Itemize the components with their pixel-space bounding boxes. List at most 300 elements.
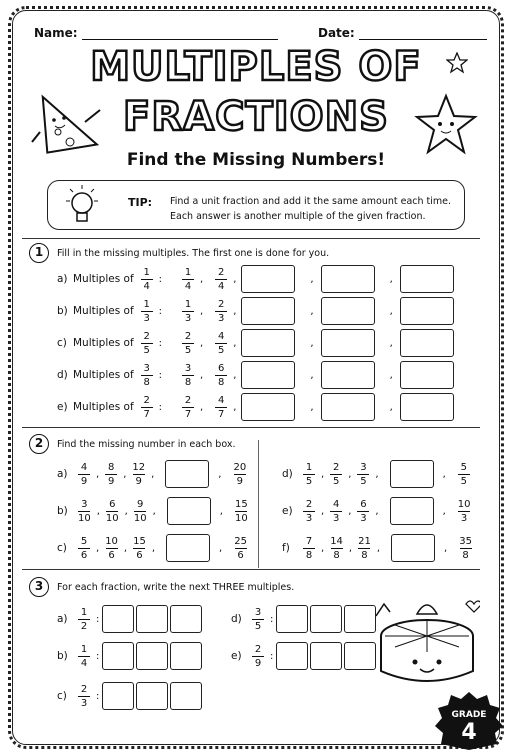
answer-box[interactable] <box>102 605 134 633</box>
answer-box[interactable] <box>310 642 342 670</box>
denominator: 8 <box>143 376 150 388</box>
separator: , <box>376 542 381 554</box>
denominator: 3 <box>218 312 225 324</box>
denominator: 4 <box>218 280 225 292</box>
answer-box[interactable] <box>136 605 168 633</box>
separator: : <box>96 690 100 702</box>
denominator: 9 <box>108 475 115 487</box>
numerator: 3 <box>254 606 262 618</box>
numerator: 10 <box>105 535 118 547</box>
star-mascot-icon <box>413 92 479 158</box>
separator: , <box>375 468 379 480</box>
section-divider <box>22 238 480 239</box>
fraction-bar <box>182 279 194 280</box>
fraction <box>458 499 471 524</box>
fraction <box>358 536 371 561</box>
answer-box[interactable] <box>241 265 295 293</box>
fraction-bar <box>133 474 145 475</box>
denominator: 9 <box>236 475 244 487</box>
section-3-instruction: For each fraction, write the next THREE multiples. <box>57 582 295 593</box>
multiples-row <box>57 296 454 326</box>
separator: , <box>200 273 204 285</box>
answer-box[interactable] <box>390 460 434 488</box>
denominator: 10 <box>105 512 119 524</box>
sequence-row <box>57 495 251 527</box>
multiples-row <box>57 264 454 294</box>
tip-text <box>170 194 451 224</box>
denominator: 7 <box>143 408 150 420</box>
separator: , <box>123 542 128 554</box>
answer-box[interactable] <box>167 497 211 525</box>
numerator: 2 <box>184 330 192 342</box>
tip-label: TIP: <box>128 196 153 209</box>
fraction-bar <box>133 548 145 549</box>
fraction-bar <box>215 279 227 280</box>
denominator: 8 <box>333 549 340 561</box>
numerator: 3 <box>143 362 150 374</box>
fraction <box>215 363 227 388</box>
section-2-number: 2 <box>29 434 49 454</box>
fraction <box>141 395 153 420</box>
row-text: Multiples of <box>73 337 134 349</box>
row-text: Multiples of <box>73 273 134 285</box>
numerator: 2 <box>143 394 150 406</box>
fraction <box>182 267 194 292</box>
separator: , <box>310 305 314 317</box>
answer-box[interactable] <box>241 361 295 389</box>
separator: , <box>321 468 325 480</box>
denominator: 5 <box>218 344 225 356</box>
denominator: 3 <box>460 512 468 524</box>
fraction-bar <box>235 548 247 549</box>
fraction-bar <box>330 511 342 512</box>
fraction <box>303 536 315 561</box>
numerator: 2 <box>305 498 313 510</box>
row-label: d) <box>282 468 293 480</box>
separator: , <box>152 505 156 517</box>
answer-box[interactable] <box>241 329 295 357</box>
section-divider <box>22 427 480 428</box>
separator: : <box>158 369 163 381</box>
numerator: 8 <box>108 461 115 473</box>
denominator: 5 <box>184 344 192 356</box>
denominator: 4 <box>184 280 192 292</box>
row-label: c) <box>57 337 67 349</box>
next-multiples-row <box>57 681 202 711</box>
denominator: 10 <box>133 512 147 524</box>
fraction <box>141 267 153 292</box>
answer-box[interactable] <box>390 497 434 525</box>
section-1-number: 1 <box>29 243 49 263</box>
denominator: 5 <box>254 620 262 632</box>
denominator: 5 <box>333 475 340 487</box>
fraction-bar <box>252 619 264 620</box>
fraction <box>330 536 343 561</box>
denominator: 5 <box>305 475 313 487</box>
fraction-bar <box>331 548 343 549</box>
answer-box[interactable] <box>400 265 454 293</box>
section-2-instruction: Find the missing number in each box. <box>57 439 236 450</box>
separator: : <box>270 613 274 625</box>
fraction <box>133 536 146 561</box>
denominator: 3 <box>360 512 367 524</box>
fraction <box>215 395 227 420</box>
answer-box[interactable] <box>400 329 454 357</box>
fraction <box>330 462 342 487</box>
fraction-bar <box>357 511 369 512</box>
denominator: 6 <box>136 549 143 561</box>
next-multiples-row <box>57 641 202 671</box>
answer-box[interactable] <box>400 297 454 325</box>
denominator: 9 <box>254 657 262 669</box>
separator: , <box>219 505 223 517</box>
answer-box[interactable] <box>276 642 308 670</box>
row-label: b) <box>57 650 68 662</box>
fraction-bar <box>182 343 194 344</box>
row-label: c) <box>57 690 67 702</box>
denominator: 7 <box>218 408 225 420</box>
row-label: b) <box>57 505 68 517</box>
fraction-bar <box>182 407 194 408</box>
fraction <box>235 499 248 524</box>
separator: : <box>158 273 163 285</box>
fraction-bar <box>460 548 472 549</box>
fraction-bar <box>215 311 227 312</box>
tip-line-2: Each answer is another multiple of the given fraction. <box>170 211 426 222</box>
separator: : <box>96 613 100 625</box>
numerator: 6 <box>218 362 225 374</box>
separator: , <box>310 369 314 381</box>
numerator: 15 <box>133 535 146 547</box>
fraction-bar <box>134 511 146 512</box>
cheese-mascot-icon <box>30 72 110 162</box>
separator: , <box>348 505 352 517</box>
separator: : <box>158 401 163 413</box>
fraction <box>252 607 264 632</box>
numerator: 4 <box>218 330 225 342</box>
name-field[interactable] <box>82 28 278 40</box>
fraction-bar <box>141 279 153 280</box>
numerator: 7 <box>305 535 313 547</box>
denominator: 10 <box>234 512 248 524</box>
answer-box[interactable] <box>241 297 295 325</box>
answer-box[interactable] <box>241 393 295 421</box>
sequence-row <box>282 495 473 527</box>
denominator: 7 <box>184 408 192 420</box>
numerator: 1 <box>184 266 192 278</box>
denominator: 3 <box>80 697 88 709</box>
answer-box[interactable] <box>321 329 375 357</box>
denominator: 4 <box>143 280 150 292</box>
numerator: 2 <box>254 643 262 655</box>
date-field[interactable] <box>359 28 487 40</box>
numerator: 25 <box>234 535 247 547</box>
denominator: 5 <box>460 475 467 487</box>
numerator: 3 <box>81 498 88 510</box>
fraction-bar <box>141 343 153 344</box>
numerator: 5 <box>80 535 88 547</box>
answer-box[interactable] <box>102 642 134 670</box>
answer-box[interactable] <box>321 361 375 389</box>
section-1-instruction: Fill in the missing multiples. The first one is done for you. <box>57 248 330 259</box>
numerator: 15 <box>234 498 248 510</box>
denominator: 2 <box>80 620 88 632</box>
fraction-bar <box>78 619 90 620</box>
separator: , <box>442 468 446 480</box>
numerator: 2 <box>80 683 88 695</box>
fraction <box>182 363 194 388</box>
row-text: Multiples of <box>73 305 134 317</box>
fraction-bar <box>303 474 315 475</box>
numerator: 35 <box>459 535 472 547</box>
fraction <box>105 462 117 487</box>
fraction <box>141 331 153 356</box>
fraction <box>141 299 153 324</box>
separator: , <box>389 305 393 317</box>
denominator: 3 <box>333 512 340 524</box>
numerator: 21 <box>358 535 371 547</box>
row-label: d) <box>57 369 68 381</box>
denominator: 8 <box>184 376 192 388</box>
separator: , <box>444 542 448 554</box>
denominator: 9 <box>80 475 88 487</box>
separator: , <box>310 401 314 413</box>
fraction <box>182 331 194 356</box>
separator: : <box>96 650 100 662</box>
numerator: 2 <box>184 394 192 406</box>
separator: , <box>151 468 155 480</box>
name-label: Name: <box>34 26 78 40</box>
sequence-row <box>282 532 475 564</box>
fraction <box>215 331 227 356</box>
fraction-bar <box>303 511 315 512</box>
separator: , <box>375 505 379 517</box>
fraction <box>132 462 145 487</box>
denominator: 6 <box>237 549 244 561</box>
multiples-row <box>57 360 454 390</box>
denominator: 9 <box>135 475 142 487</box>
answer-box[interactable] <box>170 682 202 710</box>
grade-value: 4 <box>461 720 477 745</box>
numerator: 2 <box>218 266 225 278</box>
row-text: Multiples of <box>73 369 134 381</box>
numerator: 10 <box>457 498 471 510</box>
denominator: 8 <box>462 549 469 561</box>
answer-box[interactable] <box>165 460 209 488</box>
fraction-bar <box>215 407 227 408</box>
numerator: 1 <box>305 461 313 473</box>
sequence-row <box>57 532 250 564</box>
answer-box[interactable] <box>321 297 375 325</box>
fraction-bar <box>78 511 90 512</box>
separator: , <box>389 337 393 349</box>
separator: , <box>321 542 325 554</box>
fraction-bar <box>215 343 227 344</box>
separator: , <box>389 401 393 413</box>
fraction <box>78 462 90 487</box>
fraction-bar <box>458 511 470 512</box>
fraction <box>78 607 90 632</box>
answer-box[interactable] <box>400 393 454 421</box>
separator: , <box>348 468 352 480</box>
numerator: 1 <box>184 298 192 310</box>
separator: , <box>233 369 237 381</box>
fraction-bar <box>182 311 194 312</box>
separator: , <box>218 468 222 480</box>
separator: , <box>200 401 204 413</box>
row-text: Multiples of <box>73 401 134 413</box>
answer-box[interactable] <box>136 642 168 670</box>
title-line-2: FRACTIONS <box>123 94 389 140</box>
separator: , <box>389 369 393 381</box>
denominator: 4 <box>80 657 88 669</box>
tip-box <box>47 180 465 230</box>
numerator: 1 <box>80 606 88 618</box>
numerator: 1 <box>80 643 88 655</box>
numerator: 14 <box>330 535 343 547</box>
separator: , <box>233 401 237 413</box>
row-label: e) <box>57 401 68 413</box>
numerator: 4 <box>218 394 225 406</box>
sequence-row <box>282 458 473 490</box>
sequence-row <box>57 458 249 490</box>
fraction-bar <box>78 474 90 475</box>
denominator: 5 <box>360 475 367 487</box>
denominator: 6 <box>108 549 115 561</box>
separator: , <box>321 505 325 517</box>
fraction-bar <box>330 474 342 475</box>
row-label: e) <box>282 505 293 517</box>
separator: , <box>151 542 156 554</box>
fraction-bar <box>141 311 153 312</box>
separator: , <box>96 468 100 480</box>
numerator: 4 <box>80 461 88 473</box>
fraction <box>134 499 147 524</box>
separator: , <box>200 305 204 317</box>
grade-badge <box>433 690 505 752</box>
fraction <box>357 462 369 487</box>
fraction-bar <box>357 474 369 475</box>
numerator: 6 <box>109 498 116 510</box>
numerator: 9 <box>137 498 144 510</box>
fraction <box>106 499 119 524</box>
denominator: 10 <box>78 512 91 524</box>
date-label: Date: <box>318 26 355 40</box>
fraction <box>105 536 118 561</box>
fraction-bar <box>215 375 227 376</box>
denominator: 8 <box>218 376 225 388</box>
fraction <box>215 267 227 292</box>
separator: : <box>158 337 163 349</box>
fraction <box>303 499 315 524</box>
fraction-bar <box>78 656 90 657</box>
fraction <box>182 299 194 324</box>
answer-box[interactable] <box>391 534 435 562</box>
fraction <box>330 499 342 524</box>
numerator: 2 <box>333 461 340 473</box>
answer-box[interactable] <box>136 682 168 710</box>
fraction-bar <box>78 548 90 549</box>
denominator: 5 <box>143 344 150 356</box>
separator: : <box>158 305 163 317</box>
fraction-bar <box>303 548 315 549</box>
row-label: b) <box>57 305 68 317</box>
answer-box[interactable] <box>321 265 375 293</box>
separator: , <box>233 273 237 285</box>
separator: , <box>233 337 237 349</box>
separator: , <box>389 273 393 285</box>
fraction <box>303 462 315 487</box>
fraction-bar <box>458 474 470 475</box>
numerator: 1 <box>143 266 150 278</box>
tip-line-1: Find a unit fraction and add it the same amount each time. <box>170 196 452 207</box>
column-divider <box>258 440 259 568</box>
answer-box[interactable] <box>170 642 202 670</box>
row-label: c) <box>57 542 67 554</box>
page-subtitle: Find the Missing Numbers! <box>126 150 386 170</box>
separator: , <box>310 273 314 285</box>
fraction-bar <box>106 548 118 549</box>
name-line <box>34 26 278 40</box>
cake-mascot-icon <box>370 596 480 696</box>
separator: , <box>233 305 237 317</box>
row-label: e) <box>231 650 242 662</box>
numerator: 2 <box>143 330 150 342</box>
answer-box[interactable] <box>102 682 134 710</box>
fraction-bar <box>141 407 153 408</box>
grade-label: GRADE <box>451 710 487 720</box>
lightbulb-icon <box>62 183 102 229</box>
answer-box[interactable] <box>310 605 342 633</box>
fraction <box>357 499 369 524</box>
separator: , <box>96 505 100 517</box>
answer-box[interactable] <box>276 605 308 633</box>
next-multiples-row <box>231 604 376 634</box>
row-label: a) <box>57 613 68 625</box>
next-multiples-row <box>57 604 202 634</box>
fraction-bar <box>234 474 246 475</box>
fraction-bar <box>105 474 117 475</box>
multiples-row <box>57 328 454 358</box>
section-divider <box>22 569 480 570</box>
small-star-icon <box>446 52 468 74</box>
fraction-bar <box>235 511 247 512</box>
numerator: 3 <box>184 362 192 374</box>
separator: , <box>200 369 204 381</box>
section-3-number: 3 <box>29 577 49 597</box>
next-multiples-row <box>231 641 376 671</box>
answer-box[interactable] <box>166 534 210 562</box>
separator: , <box>219 542 223 554</box>
numerator: 20 <box>233 461 247 473</box>
fraction <box>233 462 246 487</box>
denominator: 8 <box>361 549 368 561</box>
separator: , <box>124 505 128 517</box>
fraction <box>78 684 90 709</box>
separator: , <box>442 505 446 517</box>
row-label: a) <box>57 468 68 480</box>
title-line-1: MULTIPLES OF <box>90 44 422 90</box>
denominator: 8 <box>305 549 313 561</box>
fraction <box>252 644 264 669</box>
answer-box[interactable] <box>321 393 375 421</box>
answer-box[interactable] <box>170 605 202 633</box>
numerator: 12 <box>132 461 146 473</box>
fraction <box>141 363 153 388</box>
answer-box[interactable] <box>400 361 454 389</box>
fraction <box>234 536 247 561</box>
separator: , <box>200 337 204 349</box>
